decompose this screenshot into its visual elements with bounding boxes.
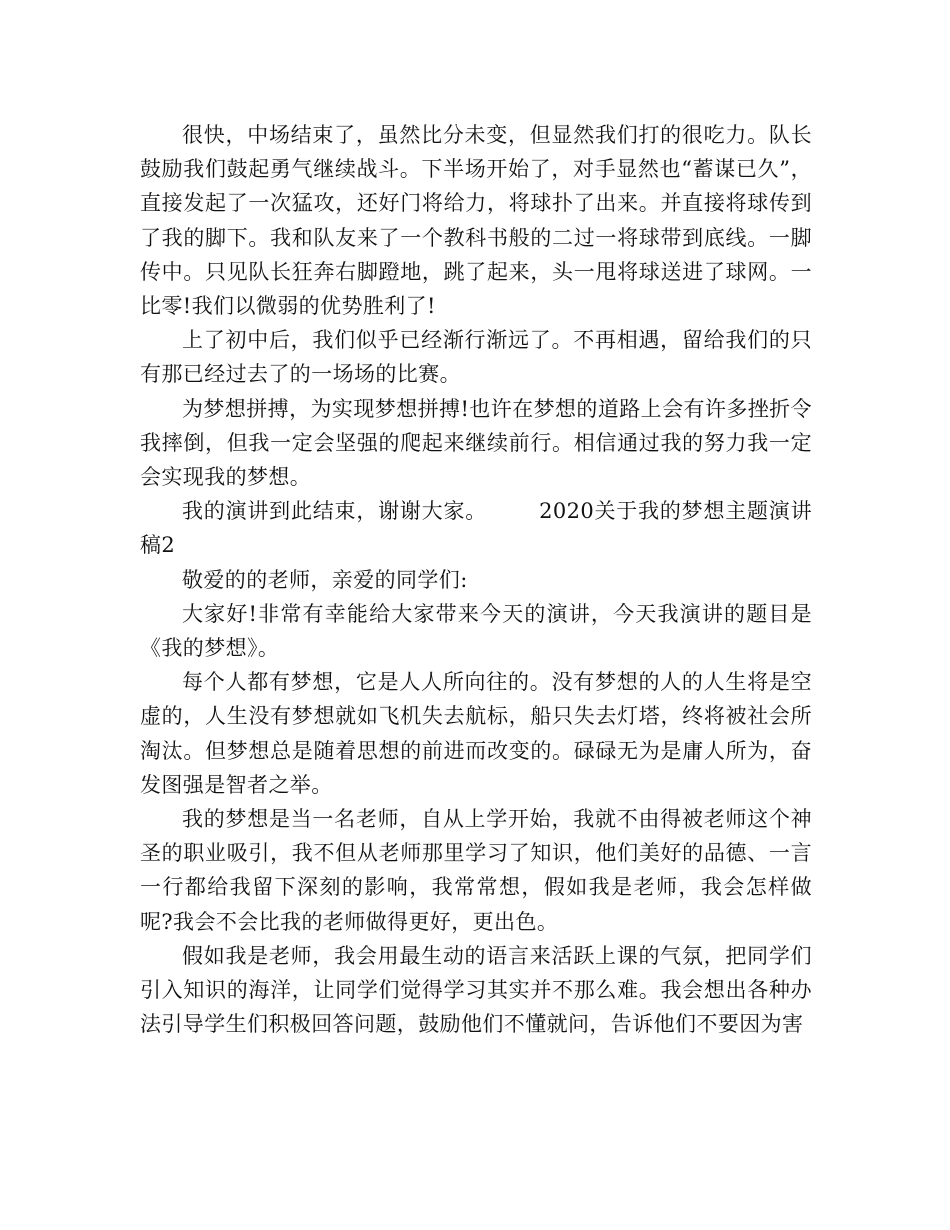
paragraph-closing-and-next-title xyxy=(140,494,812,562)
paragraph-strive-for-dream: 为梦想拼搏，为实现梦想拼搏!也许在梦想的道路上会有许多挫折令我摔倒，但我一定会坚强的爬起来继续前行。相信通过我的努力我一定会实现我的梦想。 xyxy=(140,396,812,490)
closing-line: 我的演讲到此结束，谢谢大家。 xyxy=(182,499,488,524)
paragraph-greeting: 大家好!非常有幸能给大家带来今天的演讲，今天我演讲的题目是《我的梦想》。 xyxy=(140,601,812,661)
document-body xyxy=(140,118,812,1041)
paragraph-junior-high: 上了初中后，我们似乎已经渐行渐远了。不再相遇，留给我们的只有那已经过去了的一场场的比赛。 xyxy=(140,328,812,387)
next-speech-title: 2020关于我的梦想主题演讲稿2 xyxy=(140,499,812,558)
paragraph-salutation: 敬爱的的老师，亲爱的同学们: xyxy=(182,567,468,592)
paragraph-match-second-half: 很快，中场结束了，虽然比分未变，但显然我们打的很吃力。队长鼓励我们鼓起勇气继续战斗。下半场开始了，对手显然也“蓄谋已久”，直接发起了一次猛攻，还好门将给力，将球扑了出来。并直接将球传到了我的脚下。我和队友来了一个教科书般的二过一将球带到底线。一脚传中。只见队长狂奔右脚蹬地，跳了起来，头一甩将球送进了球网。一比零!我们以微弱的优势胜利了! xyxy=(140,123,812,319)
paragraph-teacher-dream: 我的梦想是当一名老师，自从上学开始，我就不由得被老师这个神圣的职业吸引，我不但从老师那里学习了知识，他们美好的品德、一言一行都给我留下深刻的影响，我常常想，假如我是老师，我会怎样做呢?我会不会比我的老师做得更好，更出色。 xyxy=(140,807,812,934)
paragraph-everyone-has-dream: 每个人都有梦想，它是人人所向往的。没有梦想的人的人生将是空虚的，人生没有梦想就如飞机失去航标，船只失去灯塔，终将被社会所淘汰。但梦想总是随着思想的前进而改变的。碌碌无为是庸人所为，奋发图强是智者之举。 xyxy=(140,670,812,797)
paragraph-if-i-were-teacher: 假如我是老师，我会用最生动的语言来活跃上课的气氛，把同学们引入知识的海洋，让同学们觉得学习其实并不那么难。我会想出各种办法引导学生们积极回答问题，鼓励他们不懂就问，告诉他们不要因为害 xyxy=(140,943,812,1037)
